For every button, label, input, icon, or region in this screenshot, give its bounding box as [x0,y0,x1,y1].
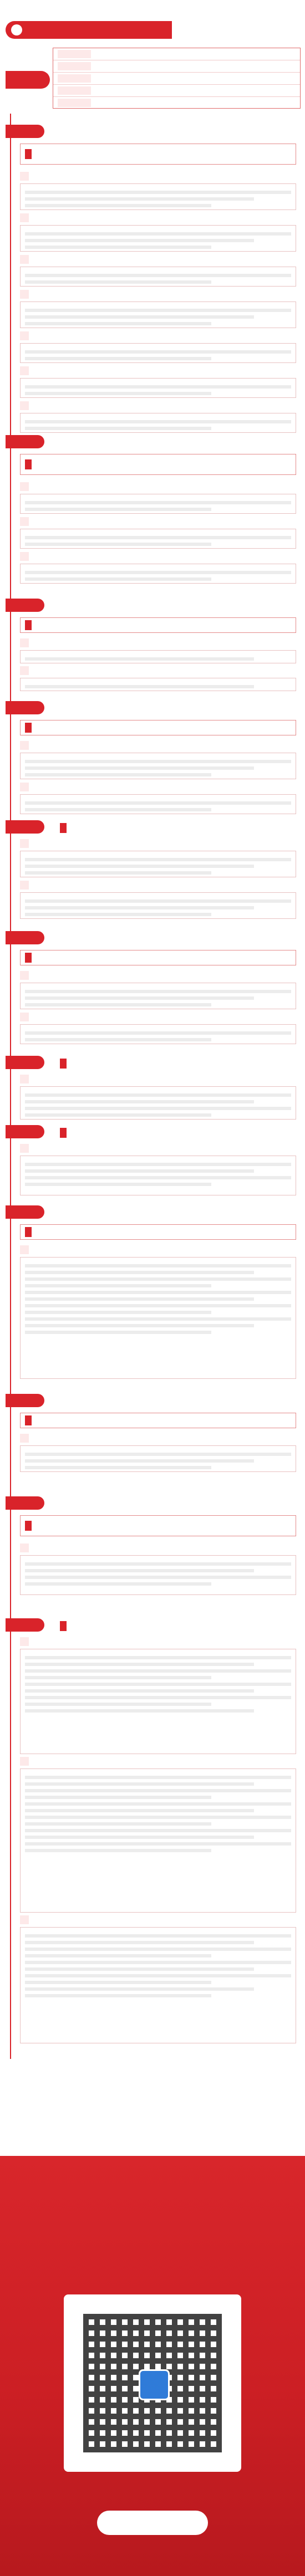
logic-chip [25,149,32,159]
stock-name [20,839,29,848]
stock-note [20,1555,296,1595]
logic-chip [25,953,32,963]
stock-note [20,794,296,814]
stock-entry [20,1757,296,1913]
stock-entry [20,1144,296,1195]
stock-name [20,517,29,526]
stock-entry [20,666,296,691]
sector-tag [6,1618,44,1632]
logic-chip [25,459,32,469]
stock-name [20,290,29,299]
stock-note [20,267,296,287]
stock-note [20,851,296,877]
logic-chip [60,823,67,833]
sector-logic [55,820,296,836]
promo-cta-button[interactable] [97,2511,208,2535]
sector-tag [6,125,44,138]
stock-name [20,1245,29,1254]
stock-name [20,401,29,410]
stock-note [20,892,296,919]
stock-name [20,666,29,675]
sector-tag [6,1125,44,1138]
stock-entry [20,482,296,514]
stock-note [20,1927,296,2043]
stock-name [20,482,29,491]
logic-chip [25,1521,32,1531]
stock-entry [20,1637,296,1754]
qr-card [64,2294,241,2472]
logic-chip [25,620,32,630]
stock-name [20,1637,29,1646]
stock-note [20,301,296,328]
stock-name [20,741,29,750]
stock-note [20,1156,296,1195]
stock-note [20,529,296,549]
stock-name [20,783,29,791]
stock-entry [20,839,296,877]
stock-name [20,1144,29,1153]
board-row [53,85,300,97]
sector-tag [6,1394,44,1407]
page-title-banner [6,21,172,39]
sector-logic [20,144,296,165]
stock-entry [20,1543,296,1595]
stock-note [20,1086,296,1120]
stock-entry [20,213,296,252]
stock-entry [20,401,296,433]
sector-logic [20,720,296,735]
sector-logic [20,454,296,475]
stock-note [20,1024,296,1044]
stock-note [20,564,296,584]
board-row [53,73,300,85]
promo-banner [0,2156,305,2576]
stock-entry [20,255,296,287]
sector-logic [20,950,296,965]
stock-note [20,494,296,514]
sector-logic [20,1224,296,1240]
board-row [53,97,300,109]
sector-tag [6,435,44,448]
logic-chip [25,723,32,733]
stock-note [20,225,296,252]
board-tag [58,74,91,83]
stock-name [20,638,29,647]
stock-note [20,650,296,663]
board-tag [58,99,91,107]
board-tag [58,62,91,70]
stock-note [20,1445,296,1472]
board-row [53,60,300,73]
stock-entry [20,290,296,328]
stock-entry [20,971,296,1009]
sector-tag [6,1496,44,1510]
logic-chip [60,1059,67,1069]
stock-entry [20,1245,296,1379]
stock-name [20,1543,29,1552]
stock-entry [20,741,296,779]
stock-name [20,213,29,222]
sector-logic [55,1618,296,1634]
board-tag [58,86,91,95]
board-label [6,71,50,89]
stock-note [20,1257,296,1379]
logic-chip [60,1621,67,1631]
sector-tag [6,599,44,612]
stock-name [20,881,29,890]
board-summary [53,48,301,109]
stock-note [20,1769,296,1913]
sector-tag [6,931,44,944]
stock-name [20,172,29,181]
logic-chip [25,1227,32,1237]
board-tag [58,50,91,58]
sector-tag [6,1056,44,1069]
logo-icon [11,24,22,35]
stock-entry [20,1013,296,1044]
stock-name [20,1757,29,1766]
stock-note [20,753,296,779]
stock-entry [20,1075,296,1120]
stock-entry [20,172,296,210]
sector-logic [20,1515,296,1536]
stock-note [20,983,296,1009]
sector-logic [55,1056,296,1071]
stock-entry [20,1434,296,1472]
stock-name [20,331,29,340]
stock-entry [20,331,296,363]
stock-name [20,971,29,980]
stock-entry [20,1915,296,2043]
app-logo-icon [139,2369,170,2400]
stock-name [20,552,29,561]
sector-logic [20,1413,296,1428]
stock-note [20,678,296,691]
sector-logic [20,617,296,633]
stock-note [20,183,296,210]
stock-name [20,255,29,264]
timeline-line [10,114,11,2059]
stock-name [20,1434,29,1443]
stock-entry [20,638,296,663]
stock-entry [20,783,296,814]
stock-note [20,413,296,433]
logic-chip [60,1128,67,1138]
stock-note [20,343,296,363]
stock-note [20,378,296,398]
stock-name [20,1075,29,1083]
stock-entry [20,366,296,398]
stock-name [20,1915,29,1924]
stock-entry [20,517,296,549]
logic-chip [25,1415,32,1425]
stock-name [20,1013,29,1021]
sector-logic [55,1125,296,1141]
sector-tag [6,701,44,714]
stock-note [20,1649,296,1754]
sector-tag [6,1205,44,1219]
stock-entry [20,881,296,919]
stock-name [20,366,29,375]
board-row [53,48,300,60]
sector-tag [6,820,44,834]
stock-entry [20,552,296,584]
